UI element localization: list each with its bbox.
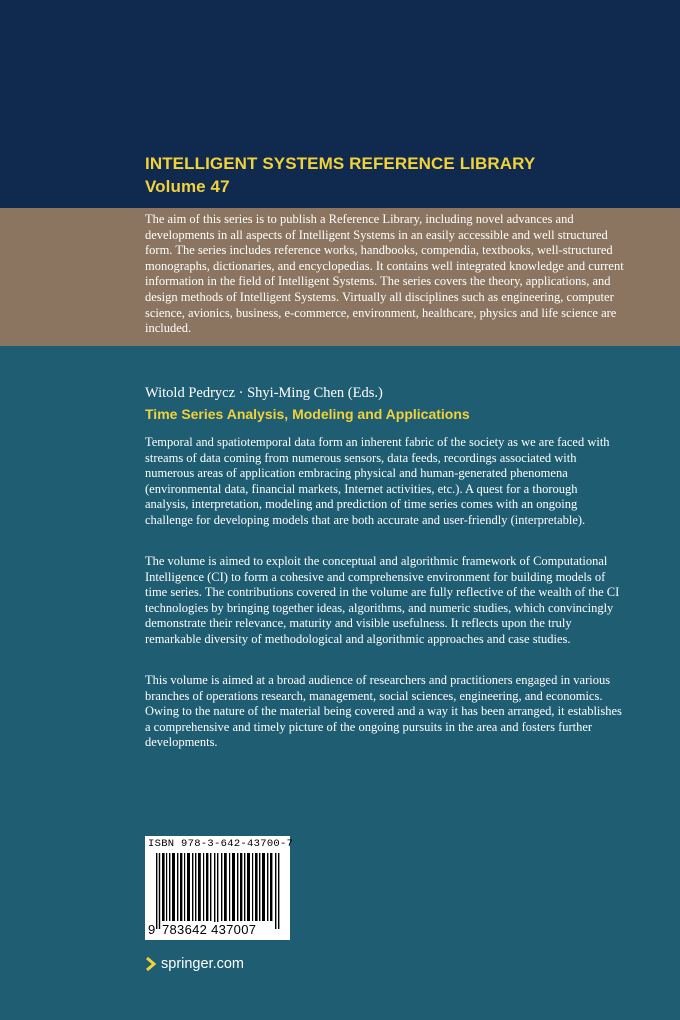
book-title: Time Series Analysis, Modeling and Applications [145,406,470,422]
isbn-barcode [145,836,294,940]
series-description: The aim of this series is to publish a Reference Library, including novel advances and developments in all aspects of Intelligent Systems in an easily accessible and well structured form. The series includes reference works, handbooks, compendia, textbooks, well-structured monographs, dictionaries, and encyclopedias. It contains well integrated knowledge and current information in the field of Intelligent Systems. The series covers the theory, applications, and design methods of Intelligent Systems. Virtually all disciplines such as engineering, computer science, avionics, business, e-commerce, environment, healthcare, physics and life science are included. [145,212,624,336]
series-name: INTELLIGENT SYSTEMS REFERENCE LIBRARY [145,154,536,173]
series-volume: Volume 47 [145,177,230,196]
ean-first-digit: 9 [148,922,156,937]
publisher-logo [145,954,244,974]
blurb-paragraph-3: This volume is aimed at a broad audience of researchers and practitioners engaged in various branches of operations research, management, social sciences, engineering, and economics. Owing to the nature of the material being covered and a way it has been arranged, it establishes a comprehensive and timely picture of the ongoing pursuits in the area and fosters further developments. [145,673,622,750]
springer-chevron-icon [145,957,157,971]
blurb-paragraph-1: Temporal and spatiotemporal data form an inherent fabric of the society as we are faced with streams of data coming from numerous sensors, data feeds, recordings associated with numerous areas of application embracing physical and human-generated phenomena (environmental data, financial markets, Internet activities, etc.). A quest for a thorough analysis, interpretation, modeling and prediction of time series comes with an ongoing challenge for developing models that are both accurate and user-friendly (interpretable). [145,435,610,527]
barcode-bars [156,853,284,931]
publisher-url: springer.com [161,956,245,972]
ean-digits: 783642 437007 [162,922,257,937]
book-authors: Witold Pedrycz · Shyi-Ming Chen (Eds.) [145,385,383,401]
series-heading [145,152,645,198]
blurb-paragraph-2: The volume is aimed to exploit the conceptual and algorithmic framework of Computational Intelligence (CI) to form a cohesive and comprehensive environment for building models of time series. The contributions covered in the volume are fully reflective of the wealth of the CI technologies by bringing together ideas, algorithms, and numeric studies, which convincingly demonstrate their relevance, maturity and visible usefulness. It reflects upon the truly remarkable diversity of methodological and algorithmic approaches and case studies. [145,554,620,646]
isbn-label: ISBN 978-3-642-43700-7 [148,838,294,850]
